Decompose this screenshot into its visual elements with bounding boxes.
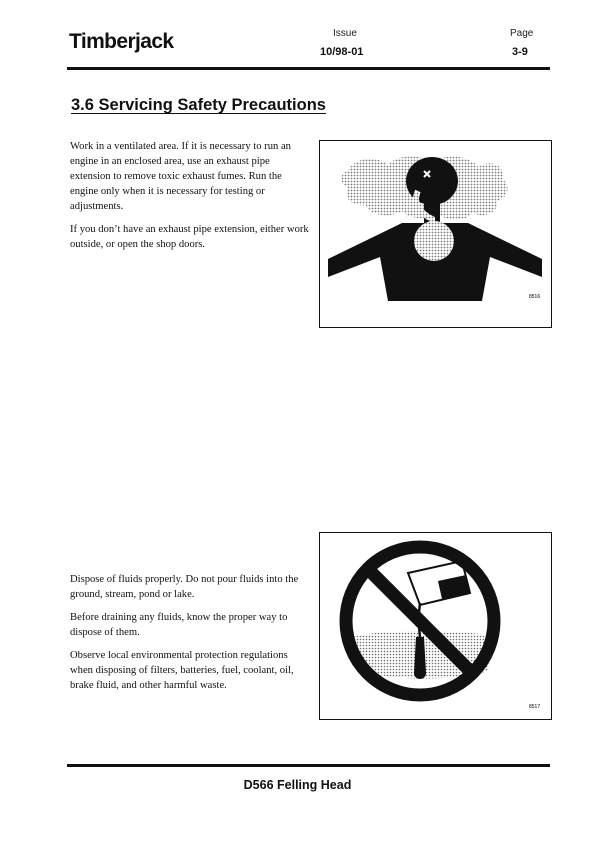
regulations-paragraph: Observe local environmental protection regulations when disposing of filters, batteries, fuel, coolant, oil, brake fluid, and other harmful waste. bbox=[70, 650, 294, 691]
page-value: 3-9 bbox=[512, 46, 528, 58]
figure-number-text: 8516 bbox=[529, 294, 541, 300]
page-label: Page bbox=[510, 28, 534, 39]
ventilation-text-block bbox=[70, 139, 310, 252]
toxic-fumes-figure bbox=[319, 140, 552, 328]
company-logo: Timberjack bbox=[69, 30, 174, 53]
footer-title: D566 Felling Head bbox=[243, 778, 352, 792]
dispose-fluids-figure bbox=[319, 532, 552, 720]
footer-rule bbox=[67, 764, 550, 767]
section-title: 3.6 Servicing Safety Precautions bbox=[71, 96, 326, 114]
fluid-seepage bbox=[414, 637, 426, 679]
issue-label: Issue bbox=[333, 28, 357, 39]
dispose-fluids-text-block bbox=[70, 572, 310, 693]
toxic-fumes-illustration bbox=[320, 141, 551, 327]
no-pouring-illustration bbox=[320, 533, 551, 719]
ventilation-paragraph: Work in a ventilated area. If it is necessary to run an engine in an enclosed area, use an exhaust pipe extension to remove toxic exhaust fumes. Run the engine only when it is necessary for testing or adjustments. bbox=[70, 141, 291, 212]
dispose-properly-paragraph: Dispose of fluids properly. Do not pour fluids into the ground, stream, pond or lake. bbox=[70, 574, 299, 600]
person-lungs bbox=[414, 221, 454, 261]
figure-number-text: 8517 bbox=[529, 704, 541, 710]
header-rule bbox=[67, 67, 550, 70]
exhaust-extension-paragraph: If you don’t have an exhaust pipe extension, either work outside, or open the shop doors. bbox=[70, 224, 309, 250]
issue-value: 10/98-01 bbox=[320, 46, 364, 58]
know-disposal-paragraph: Before draining any fluids, know the proper way to dispose of them. bbox=[70, 612, 288, 638]
